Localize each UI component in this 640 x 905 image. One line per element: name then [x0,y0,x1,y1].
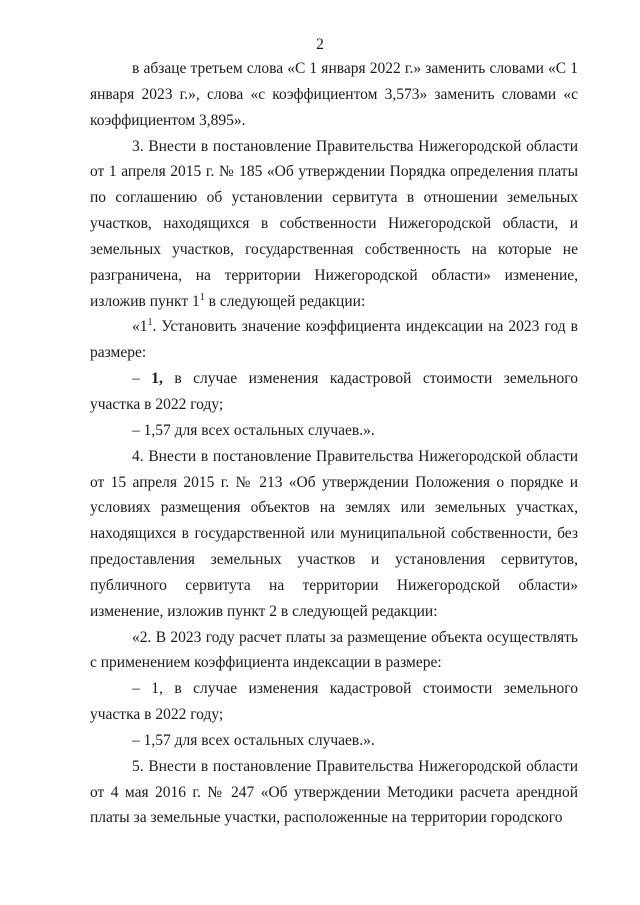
paragraph-4-bold-value: 1, [151,370,163,388]
paragraph-3-prefix: «1 [132,318,148,336]
paragraph-6 [90,444,578,625]
page-number: 2 [316,36,324,53]
paragraph-9 [90,728,578,754]
paragraph-4-dash: – [132,370,152,388]
paragraph-2 [90,134,578,315]
paragraph-10-text: 5. Внести в постановление Правительства Нижегородской области от 4 мая 2016 г. № 247 «Об утверждении Методики расчета арендной платы за земельные участки, расположенные на территории городского [90,757,578,827]
paragraph-1-text: в абзаце третьем слова «С 1 января 2022 г.» заменить словами «С 1 января 2023 г.», слова «с коэффициентом 3,573» заменить словами «с коэффициентом 3,895». [90,60,578,129]
paragraph-6-text: 4. Внести в постановление Правительства Нижегородской области от 15 апреля 2015 г. № 213 «Об утверждении Положения о порядке и условиях размещения объектов на землях или земельных участках, находящихся в государственной или муниципальной собственности, без предоставления земельных участков и установления сервитутов, публичного сервитута на территории Нижегородской области» изменение, изложив пункт 2 в следующей редакции: [90,447,578,620]
paragraph-9-text: – 1,57 для всех остальных случаев.». [132,731,375,749]
paragraph-8-text: – 1, в случае изменения кадастровой стоимости земельного участка в 2022 году; [90,680,578,724]
paragraph-3 [90,314,578,366]
paragraph-5 [90,418,578,444]
paragraph-7-text: «2. В 2023 году расчет платы за размещение объекта осуществлять с применением коэффициента индексации в размере: [90,628,578,672]
paragraph-7 [90,625,578,677]
paragraph-2-superscript: 1 [199,291,205,303]
paragraph-2-text: 3. Внести в постановление Правительства Нижегородской области от 1 апреля 2015 г. № 185 «Об утверждении Порядка определения платы по соглашению об установлении сервитута в отношении земельных участков, находящихся в собственности Нижегородской области, и земельных участков, государственная собственность на которые не разграничена, на территории Нижегородской области» изменение, изложив пункт 1 [90,137,578,310]
paragraph-1 [90,56,578,134]
paragraph-2-text-after: в следующей редакции: [204,292,366,310]
document-body [90,56,578,831]
paragraph-4 [90,366,578,418]
paragraph-5-text: – 1,57 для всех остальных случаев.». [132,421,375,439]
paragraph-10 [90,754,578,832]
paragraph-3-superscript: 1 [147,317,153,329]
paragraph-4-text-after: в случае изменения кадастровой стоимости земельного участка в 2022 году; [90,370,579,413]
paragraph-3-text: . Установить значение коэффициента индексации на 2023 год в размере: [90,318,578,362]
paragraph-8 [90,676,578,728]
